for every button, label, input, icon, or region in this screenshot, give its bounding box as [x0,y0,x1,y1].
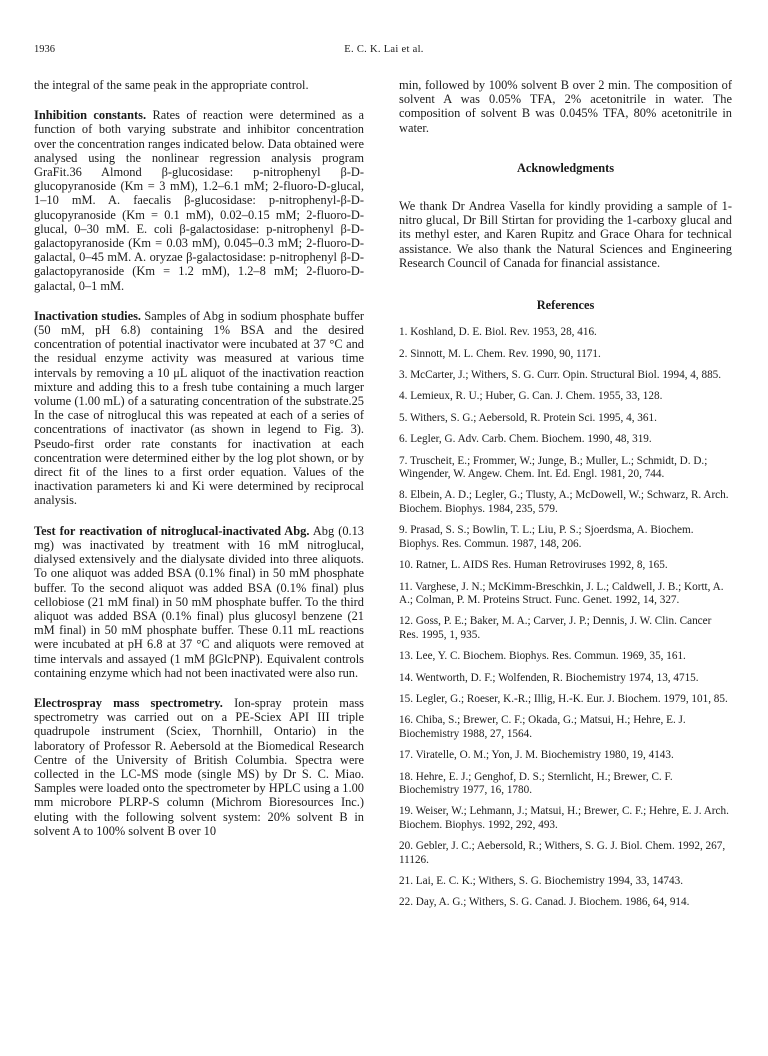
reactivation-section [34,524,364,680]
inhibition-title: Inhibition constants. [34,108,147,123]
reference-item: 3. McCarter, J.; Withers, S. G. Curr. Opin. Structural Biol. 1994, 4, 885. [399,369,722,382]
reference-item: 11. Varghese, J. N.; McKimm-Breschkin, J. L.; Caldwell, J. B.; Kortt, A. A.; Colman, P. M. Proteins Struct. Func. Genet. 1992, 14, 327. [399,580,724,606]
reference-item: 21. Lai, E. C. K.; Withers, S. G. Biochemistry 1994, 33, 14743. [399,875,683,888]
reference-item: 6. Legler, G. Adv. Carb. Chem. Biochem. 1990, 48, 319. [399,433,652,446]
inactivation-body: Samples of Abg in sodium phosphate buffer (50 mM, pH 6.8) containing 1% BSA and the desired concentration of potential inactivator were incubated at 37 °C and the residual enzyme activity was measured at various time intervals by removing a 10 μL aliquot of the inactivation reaction mixture and adding this to a fresh tube containing a much larger volume (1.00 mL) of a saturating concentration of the substrate.25 In the case of nitroglucal this was repeated at each of a series of concentrations of inactivator (as shown in legend to Fig. 3). Pseudo-first order rate constants for inactivation at each concentration were determined either by the log plot shown, or by direct fit of the lines to a first order equation. Values of the inactivation parameters ki and Ki were determined by reciprocal analysis. [34,308,364,508]
reference-item: 16. Chiba, S.; Brewer, C. F.; Okada, G.; Matsui, H.; Hehre, E. J. Biochemistry 1988, 27, 1564. [399,714,686,740]
reference-item: 18. Hehre, E. J.; Genghof, D. S.; Sternlicht, H.; Brewer, C. F. Biochemistry 1977, 16, 1780. [399,770,673,796]
right-column [399,78,732,918]
esms-body: Ion-spray protein mass spectrometry was carried out on a PE-Sciex API III triple quadrupole instrument (Sciex, Thornhill, Ontario) in the laboratory of Professor R. Aebersold at the Biomedical Research Centre of the University of British Columbia. Spectra were collected in the LC-MS mode (single MS) by Dr S. C. Miao. Samples were loaded onto the spectrometer by HPLC using a 1.00 mm microbore PLRP-S column (Michrom Bioresources Inc.) eluting with the following solvent system: 20% solvent B in solvent A to 100% solvent B over 10 [34,695,364,838]
reference-item: 1. Koshland, D. E. Biol. Rev. 1953, 28, 416. [399,326,597,339]
reference-item: 2. Sinnott, M. L. Chem. Rev. 1990, 90, 1171. [399,347,601,360]
inactivation-section [34,309,364,508]
reference-item: 10. Ratner, L. AIDS Res. Human Retroviruses 1992, 8, 165. [399,559,668,572]
continuation-paragraph: min, followed by 100% solvent B over 2 min. The composition of solvent A was 0.05% TFA, 2% acetonitrile in water. The composition of solvent B was 0.045% TFA, 80% acetonitrile in water. [399,78,732,135]
reference-item: 14. Wentworth, D. F.; Wolfenden, R. Biochemistry 1974, 13, 4715. [399,671,699,684]
reference-item: 12. Goss, P. E.; Baker, M. A.; Carver, J. P.; Dennis, J. W. Clin. Cancer Res. 1995, 1, 935. [399,615,712,641]
reference-item: 20. Gebler, J. C.; Aebersold, R.; Withers, S. G. J. Biol. Chem. 1992, 267, 11126. [399,840,726,866]
reference-item: 4. Lemieux, R. U.; Huber, G. Can. J. Chem. 1955, 33, 128. [399,390,663,403]
inhibition-body: Rates of reaction were determined as a function of both varying substrate and inhibitor concentration over the concentration ranges indicated below. Data obtained were analysed using the nonlinear regression analysis program GraFit.36 Almond β-glucosidase: p-nitrophenyl β-D-glucopyranoside (Km = 3 mM), 1.2–6.1 mM; 2-fluoro-D-glucal, 1–10 mM. A. faecalis β-glucosidase: p-nitrophenyl-β-D-glucopyranoside (Km = 0.1 mM), 0.02–0.15 mM; 2-fluoro-D-glucal, 0–30 mM. E. coli β-galactosidase: p-nitrophenyl β-D-galactopyranoside (Km = 0.03 mM), 0.045–0.3 mM; 2-fluoro-D-galactal, 0–45 mM. A. oryzae β-galactosidase: p-nitrophenyl β-D-galactopyranoside (Km = 1.2 mM), 1.2–8 mM; 2-fluoro-D-galactal, 0–1 mM. [34,108,364,293]
intro-paragraph: the integral of the same peak in the appropriate control. [34,78,309,92]
esms-title: Electrospray mass spectrometry. [34,695,223,710]
reference-item: 22. Day, A. G.; Withers, S. G. Canad. J. Biochem. 1986, 64, 914. [399,896,690,909]
reactivation-title: Test for reactivation of nitroglucal-inactivated Abg. [34,523,310,538]
acknowledgments-body: We thank Dr Andrea Vasella for kindly providing a sample of 1-nitro glucal, Dr Bill Stirtan for providing the 1-carboxy glucal and its methyl ester, and Karen Rupitz and Grace Ohara for technical assistance. We also thank the Natural Sciences and Engineering Research Council of Canada for financial assistance. [399,199,732,270]
reference-item: 13. Lee, Y. C. Biochem. Biophys. Res. Commun. 1969, 35, 161. [399,650,686,663]
reactivation-body: Abg (0.13 mg) was inactivated by treatment with 16 mM nitroglucal, dialysed extensively and the dialysate divided into three aliquots. To one aliquot was added BSA (0.1% final) in 50 mM phosphate buffer. To the second aliquot was added BSA (0.1% final) plus cellobiose (21 mM final) in 50 mM phosphate buffer. To the third aliquot was added BSA (0.1% final) plus glucosyl benzene (21 mM final) in 50 mM phosphate buffer. These 0.11 mL reactions were incubated at pH 6.8 at 37 °C and aliquots were removed at time intervals and assayed (1 mM βGlcPNP). Equivalent controls containing enzyme which had not been inactivated were also run. [34,523,364,680]
reference-item: 7. Truscheit, E.; Frommer, W.; Junge, B.; Muller, L.; Schmidt, D. D.; Wingender, W. Angew. Chem. Int. Ed. Engl. 1981, 20, 744. [399,454,708,481]
reference-item: 17. Viratelle, O. M.; Yon, J. M. Biochemistry 1980, 19, 4143. [399,749,674,762]
inactivation-title: Inactivation studies. [34,308,141,323]
left-column [34,78,364,838]
running-head: E. C. K. Lai et al. [344,44,424,55]
reference-item: 9. Prasad, S. S.; Bowlin, T. L.; Liu, P. S.; Sjoerdsma, A. Biochem. Biophys. Res. Commun. 1987, 148, 206. [399,524,694,550]
reference-item: 15. Legler, G.; Roeser, K.-R.; Illig, H.-K. Eur. J. Biochem. 1979, 101, 85. [399,692,728,705]
page-header [34,44,734,60]
references-list [399,326,732,910]
reference-item: 8. Elbein, A. D.; Legler, G.; Tlusty, A.; McDowell, W.; Schwarz, R. Arch. Biochem. Biophys. 1984, 235, 579. [399,489,729,515]
inhibition-section [34,108,364,293]
reference-item: 5. Withers, S. G.; Aebersold, R. Protein Sci. 1995, 4, 361. [399,411,657,424]
page-number: 1936 [34,44,55,55]
references-heading: References [536,298,595,313]
acknowledgments-heading: Acknowledgments [516,160,615,175]
reference-item: 19. Weiser, W.; Lehmann, J.; Matsui, H.; Brewer, C. F.; Hehre, E. J. Arch. Biochem. Biophys. 1992, 292, 493. [399,805,729,831]
esms-section [34,696,364,838]
